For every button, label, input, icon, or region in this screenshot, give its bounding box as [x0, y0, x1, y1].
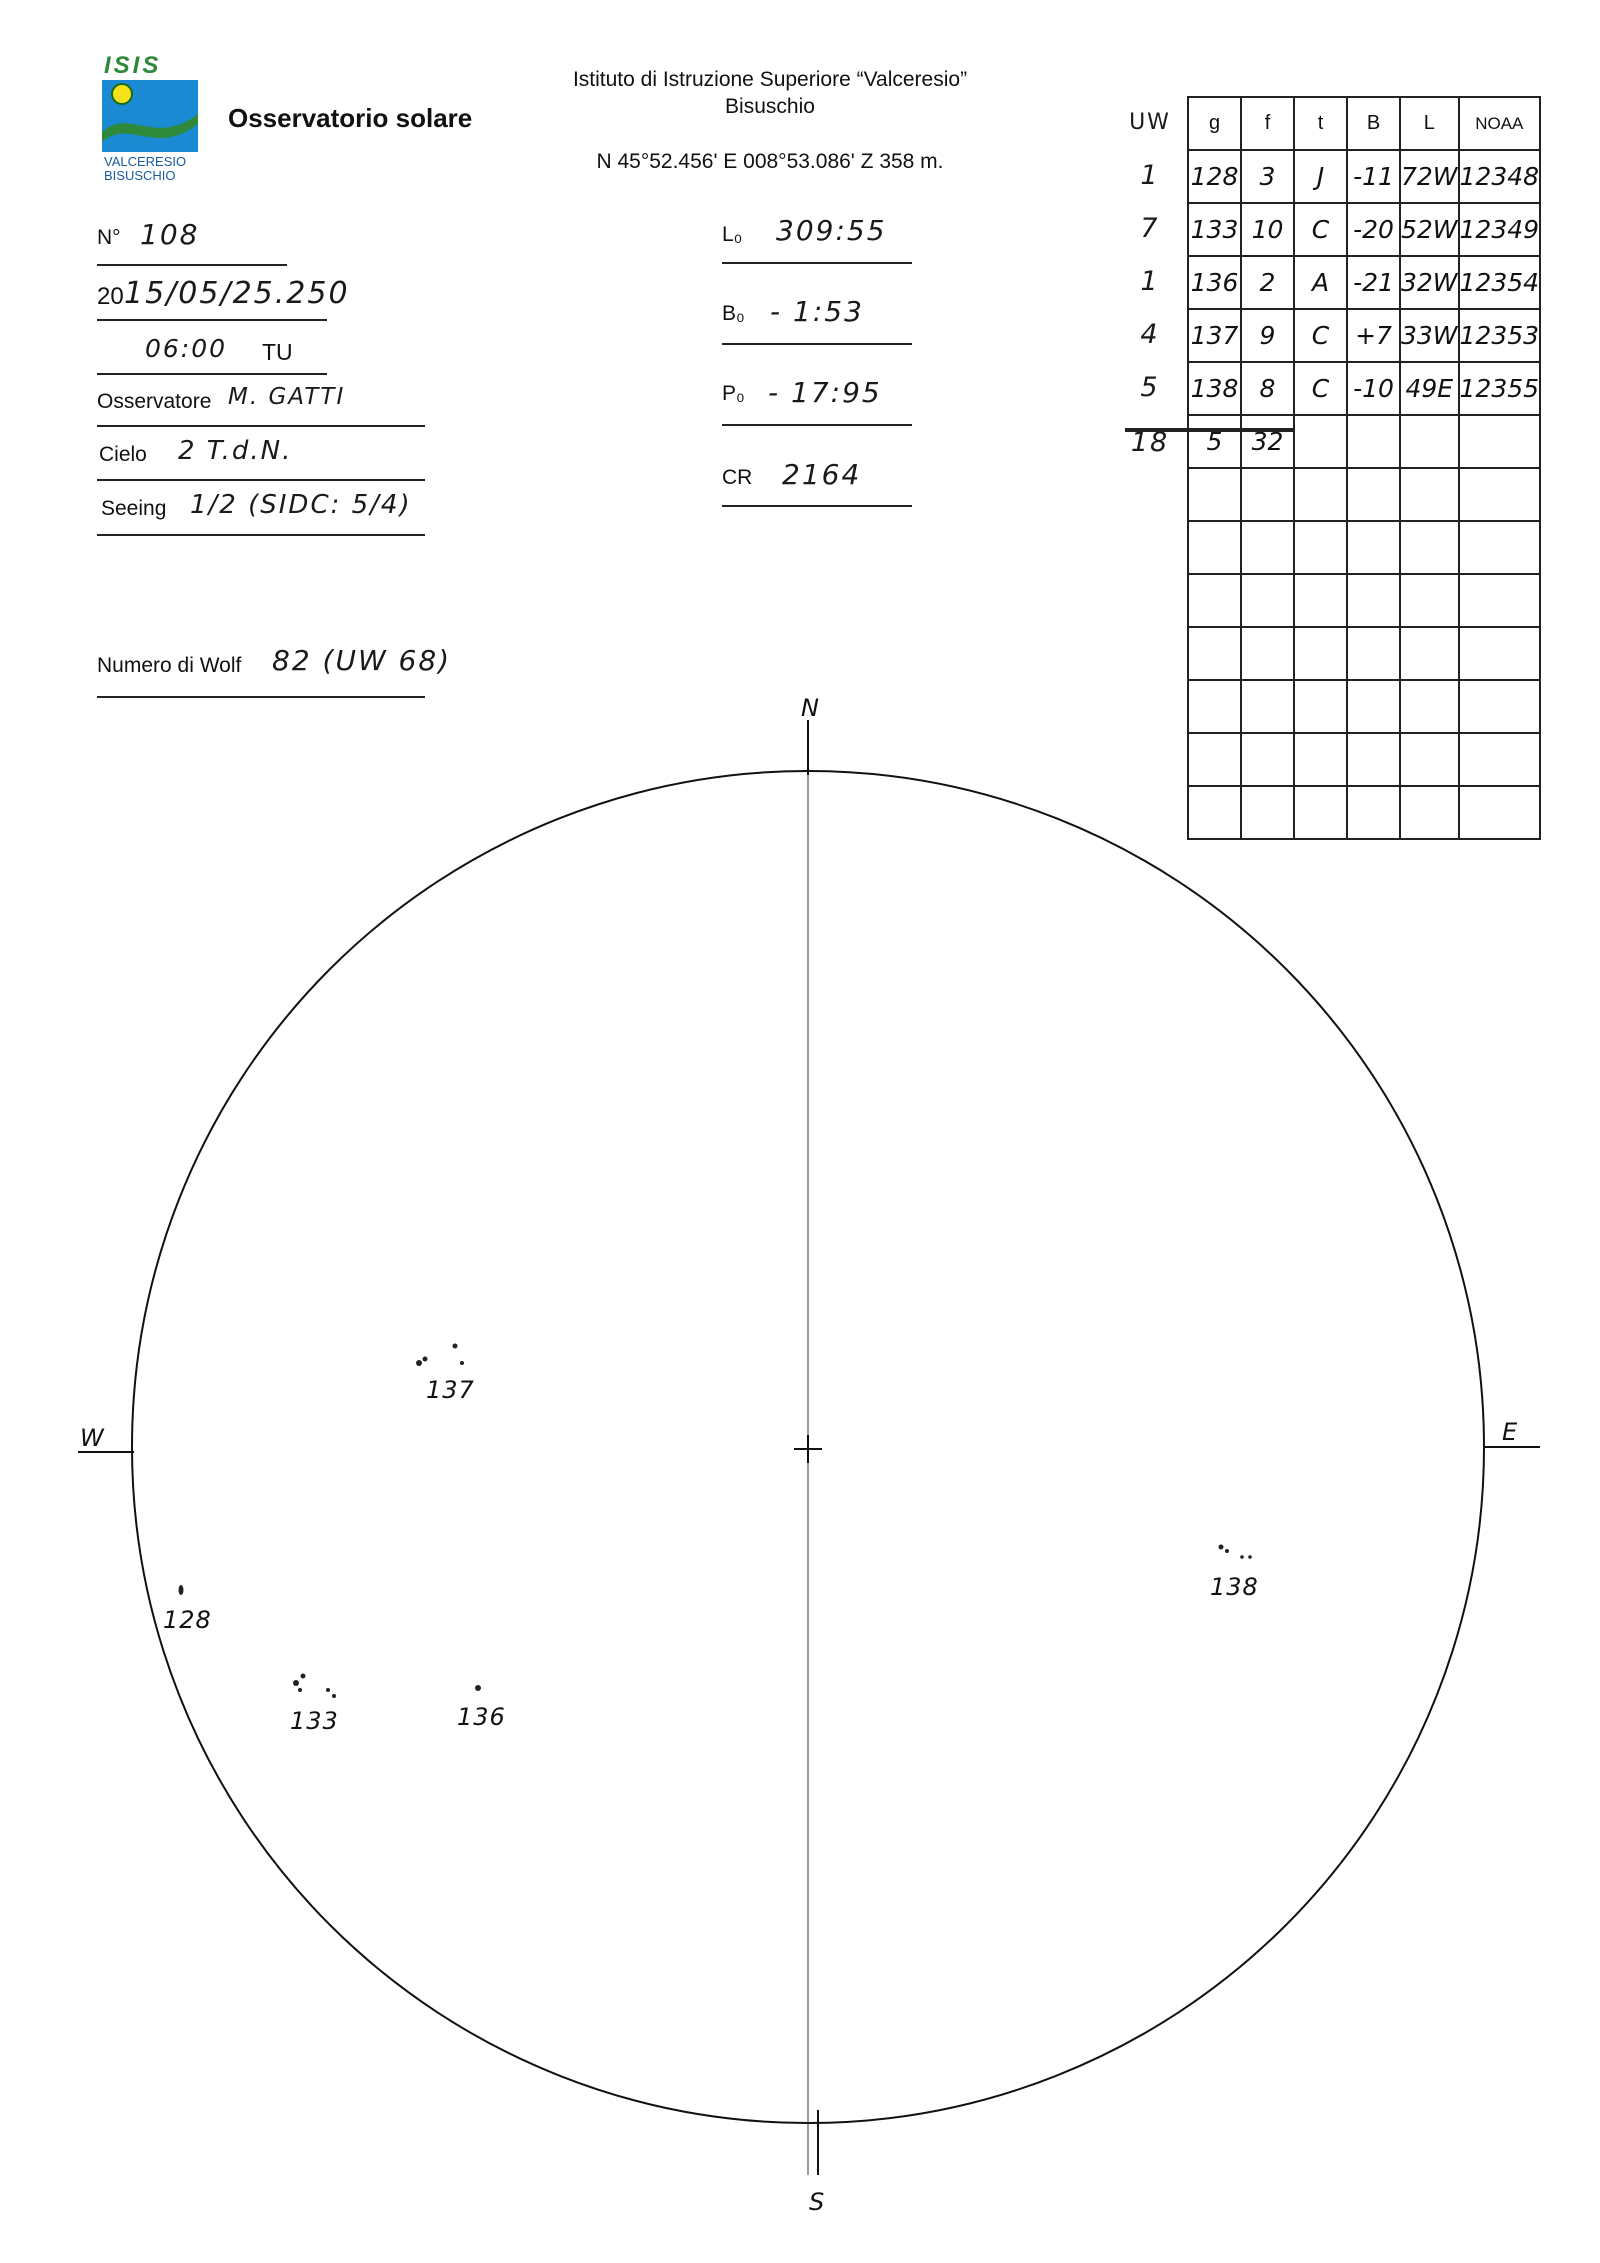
time-unit: TU	[262, 339, 293, 365]
logo-sub-2: BISUSCHIO	[104, 168, 176, 183]
b0-label: B₀	[722, 302, 745, 325]
table-cell: 128	[1188, 150, 1241, 203]
table-cell: 137	[1188, 309, 1241, 362]
wolf-value: 82 (UW 68)	[272, 644, 452, 677]
spot-133	[293, 1680, 299, 1686]
table-cell: C	[1294, 203, 1347, 256]
table-cell: 12348	[1459, 150, 1541, 203]
total-cell: 5	[1188, 415, 1241, 468]
group-label-137: 137	[426, 1376, 475, 1404]
seeing-label: Seeing	[101, 497, 167, 520]
table-cell: 3	[1241, 150, 1294, 203]
table-cell: 33W	[1400, 309, 1459, 362]
uw-total: 18	[1130, 427, 1170, 458]
header-5: NOAA	[1459, 97, 1541, 150]
logo-sub-1: VALCERESIO	[104, 154, 187, 169]
group-label-133: 133	[290, 1707, 339, 1735]
header-4: L	[1400, 97, 1459, 150]
institute-town: Bisuschio	[725, 95, 815, 118]
table-cell: 9	[1241, 309, 1294, 362]
table-cell: C	[1294, 362, 1347, 415]
header-1: f	[1241, 97, 1294, 150]
time-value: 06:00	[145, 334, 228, 363]
table-cell: J	[1294, 150, 1347, 203]
table-cell: -10	[1347, 362, 1400, 415]
table-cell: C	[1294, 309, 1347, 362]
table-cell: 72W	[1400, 150, 1459, 203]
table-cell: 12349	[1459, 203, 1541, 256]
west-label: W	[80, 1424, 105, 1452]
l0-label: L₀	[722, 223, 743, 246]
group-label-128: 128	[163, 1606, 212, 1634]
spot-137	[416, 1360, 422, 1366]
observer-label: Osservatore	[97, 390, 212, 413]
b0-value: - 1:53	[770, 295, 864, 328]
table-cell: 12355	[1459, 362, 1541, 415]
table-cell: 10	[1241, 203, 1294, 256]
east-label: E	[1502, 1418, 1519, 1446]
uw-value: 4	[1140, 319, 1160, 350]
table-cell: -11	[1347, 150, 1400, 203]
spot-128	[179, 1585, 184, 1595]
sky-label: Cielo	[99, 443, 147, 466]
table-cell: 136	[1188, 256, 1241, 309]
table-cell: +7	[1347, 309, 1400, 362]
table-cell: 52W	[1400, 203, 1459, 256]
observatory-title: Osservatorio solare	[228, 103, 473, 133]
spot-136	[475, 1685, 481, 1691]
table-cell: A	[1294, 256, 1347, 309]
date-prefix: 20	[97, 283, 124, 310]
observer-value: M. GATTI	[228, 384, 346, 410]
table-cell: 8	[1241, 362, 1294, 415]
uw-value: 1	[1140, 266, 1160, 297]
table-cell: 32W	[1400, 256, 1459, 309]
cr-value: 2164	[782, 458, 862, 491]
uw-value: 1	[1140, 160, 1160, 191]
p0-value: - 17:95	[768, 376, 882, 409]
institute-name: Istituto di Istruzione Superiore “Valceresio”	[572, 68, 968, 91]
table-cell: 49E	[1400, 362, 1459, 415]
logo-text: ISIS	[104, 52, 162, 79]
site-coordinates: N 45°52.456' E 008°53.086' Z 358 m.	[596, 150, 944, 173]
table-cell: -21	[1347, 256, 1400, 309]
header-0: g	[1188, 97, 1241, 150]
number-label: N°	[97, 226, 121, 249]
table-cell: 138	[1188, 362, 1241, 415]
uw-header: UW	[1129, 110, 1171, 135]
sky-value: 2 T.d.N.	[178, 436, 293, 466]
seeing-value: 1/2 (SIDC: 5/4)	[190, 490, 412, 520]
wolf-label: Numero di Wolf	[97, 654, 242, 677]
table-cell: 12353	[1459, 309, 1541, 362]
number-value: 108	[140, 218, 200, 251]
header-3: B	[1347, 97, 1400, 150]
table-cell: 2	[1241, 256, 1294, 309]
group-label-136: 136	[457, 1703, 506, 1731]
table-cell: 12354	[1459, 256, 1541, 309]
header-2: t	[1294, 97, 1347, 150]
uw-value: 7	[1140, 213, 1160, 244]
uw-value: 5	[1140, 372, 1160, 403]
p0-label: P₀	[722, 382, 745, 405]
north-label: N	[801, 694, 820, 722]
l0-value: 309:55	[776, 214, 887, 247]
cr-label: CR	[722, 466, 753, 489]
south-label: S	[809, 2188, 826, 2216]
date-value: 15/05/25.250	[124, 276, 350, 311]
total-cell: 32	[1241, 415, 1294, 468]
spot-138	[1219, 1545, 1224, 1550]
sunspots	[179, 1344, 1252, 1699]
group-label-138: 138	[1210, 1573, 1259, 1601]
table-cell: -20	[1347, 203, 1400, 256]
table-cell: 133	[1188, 203, 1241, 256]
